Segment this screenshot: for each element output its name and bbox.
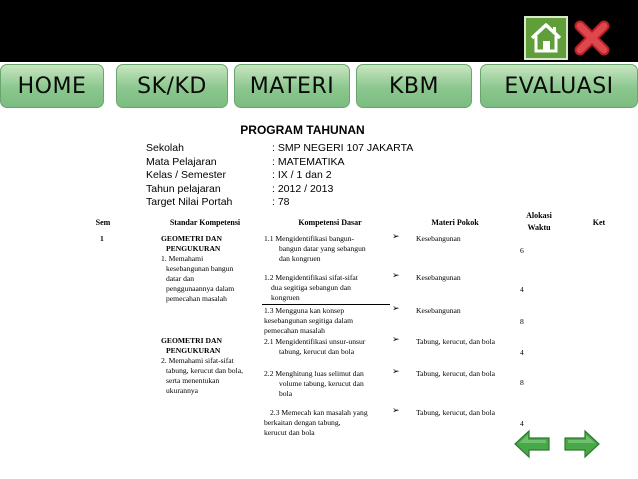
sem-value: 1 [100, 234, 104, 243]
hours-value: 4 [520, 285, 524, 294]
header-kompetensi-dasar: Kompetensi Dasar [298, 218, 362, 227]
arrow-right-icon [562, 424, 602, 464]
tab-kbm[interactable] [356, 64, 472, 108]
next-page-button[interactable] [562, 424, 602, 464]
info-value: : 78 [272, 196, 290, 208]
hours-value: 4 [520, 348, 524, 357]
sk-text: 2. Memahami sifat-sifat [161, 356, 234, 365]
sk-text: ukurannya [166, 386, 199, 395]
kd-text: 2.2 Menghitung luas selimut dan [264, 369, 364, 378]
tab-kbm-label: KBM [388, 73, 439, 99]
kd-text: 2.3 Memecah kan masalah yang [270, 408, 368, 417]
kd-text: bangun datar yang sebangun [279, 244, 366, 253]
previous-page-button[interactable] [512, 424, 552, 464]
materi-text: Tabung, kerucut, dan bola [416, 369, 495, 378]
arrow-left-icon [512, 424, 552, 464]
tab-materi[interactable] [234, 64, 350, 108]
tab-evaluasi-label: EVALUASI [504, 73, 614, 99]
hours-value: 6 [520, 246, 524, 255]
tab-evaluasi[interactable] [480, 64, 638, 108]
close-icon [572, 16, 612, 60]
sk-text: tabung, kerucut dan bola, [166, 366, 243, 375]
kd-text: dua segitiga sebangun dan [271, 283, 351, 292]
materi-text: Tabung, kerucut, dan bola [416, 408, 495, 417]
tab-sk-kd-label: SK/KD [137, 73, 207, 99]
main-nav [0, 62, 638, 112]
school-info [146, 142, 446, 210]
info-value: : SMP NEGERI 107 JAKARTA [272, 142, 414, 154]
bullet-arrow-icon: ➢ [392, 304, 400, 314]
info-value: : IX / 1 dan 2 [272, 169, 332, 181]
home-icon-button[interactable] [524, 16, 568, 60]
tab-home[interactable] [0, 64, 104, 108]
info-label: Kelas / Semester [146, 169, 226, 181]
kd-text: kerucut dan bola [264, 428, 315, 437]
sk-text: serta menentukan [166, 376, 220, 385]
bullet-arrow-icon: ➢ [392, 406, 400, 416]
kd-text: pemecahan masalah [264, 326, 325, 335]
materi-text: Kesebangunan [416, 306, 461, 315]
info-row [146, 169, 446, 183]
header-materi-pokok: Materi Pokok [431, 218, 479, 227]
sk-text: kesebangunan bangun [166, 264, 234, 273]
tab-sk-kd[interactable] [116, 64, 228, 108]
info-label: Mata Pelajaran [146, 155, 217, 168]
materi-text: Kesebangunan [416, 273, 461, 282]
sk-text: penggunaannya dalam [166, 284, 235, 293]
tab-home-label: HOME [17, 73, 87, 99]
row-divider [262, 304, 390, 305]
kd-text: bola [279, 389, 293, 398]
kd-text: kesebangunan segitiga dalam [264, 316, 353, 325]
header-sem: Sem [95, 218, 111, 227]
info-value: : 2012 / 2013 [272, 182, 334, 195]
kd-text: kongruen [271, 293, 300, 302]
bullet-arrow-icon: ➢ [392, 271, 400, 281]
materi-text: Kesebangunan [416, 234, 461, 243]
materi-text: Tabung, kerucut, dan bola [416, 337, 495, 346]
page-title: PROGRAM TAHUNAN [240, 123, 365, 137]
info-label: Sekolah [146, 142, 184, 154]
info-row [146, 142, 446, 156]
kd-text: tabung, kerucut dan bola [279, 347, 355, 356]
sk-title: PENGUKURAN [166, 346, 221, 355]
info-label: Target Nilai Portah [146, 196, 233, 208]
hours-value: 8 [520, 378, 524, 387]
hours-value: 8 [520, 317, 524, 326]
sk-text: datar dan [166, 274, 195, 283]
info-row [146, 196, 446, 210]
header-alokasi-waktu: Alokasi Waktu [526, 211, 552, 232]
sk-text: 1. Memahami [161, 254, 204, 263]
hours-value: 4 [520, 419, 524, 428]
sk-title: GEOMETRI DAN [161, 234, 222, 243]
tab-materi-label: MATERI [249, 73, 335, 99]
info-row [146, 183, 446, 197]
bullet-arrow-icon: ➢ [392, 367, 400, 377]
bullet-arrow-icon: ➢ [392, 335, 400, 345]
sk-text: pemecahan masalah [166, 294, 227, 303]
kd-text: berkaitan dengan tabung, [264, 418, 341, 427]
sk-title: GEOMETRI DAN [161, 336, 222, 345]
kd-text: 2.1 Mengidentifikasi unsur-unsur [264, 337, 366, 346]
close-button[interactable] [572, 16, 612, 60]
bullet-arrow-icon: ➢ [392, 232, 400, 242]
header-standar-kompetensi: Standar Kompetensi [169, 218, 241, 227]
info-value: : MATEMATIKA [272, 155, 345, 168]
sk-title: PENGUKURAN [166, 244, 221, 253]
kd-text: volume tabung, kerucut dan [279, 379, 364, 388]
kd-text: 1.3 Mengguna kan konsep [264, 306, 345, 315]
kd-text: 1.1 Mengidentifikasi bangun- [264, 234, 355, 243]
info-row [146, 156, 446, 170]
house-icon [526, 18, 566, 58]
kd-text: dan kongruen [279, 254, 321, 263]
kd-text: 1.2 Mengidentifikasi sifat-sifat [264, 273, 358, 282]
info-label: Tahun pelajaran [146, 182, 221, 195]
header-ket: Ket [592, 218, 606, 227]
